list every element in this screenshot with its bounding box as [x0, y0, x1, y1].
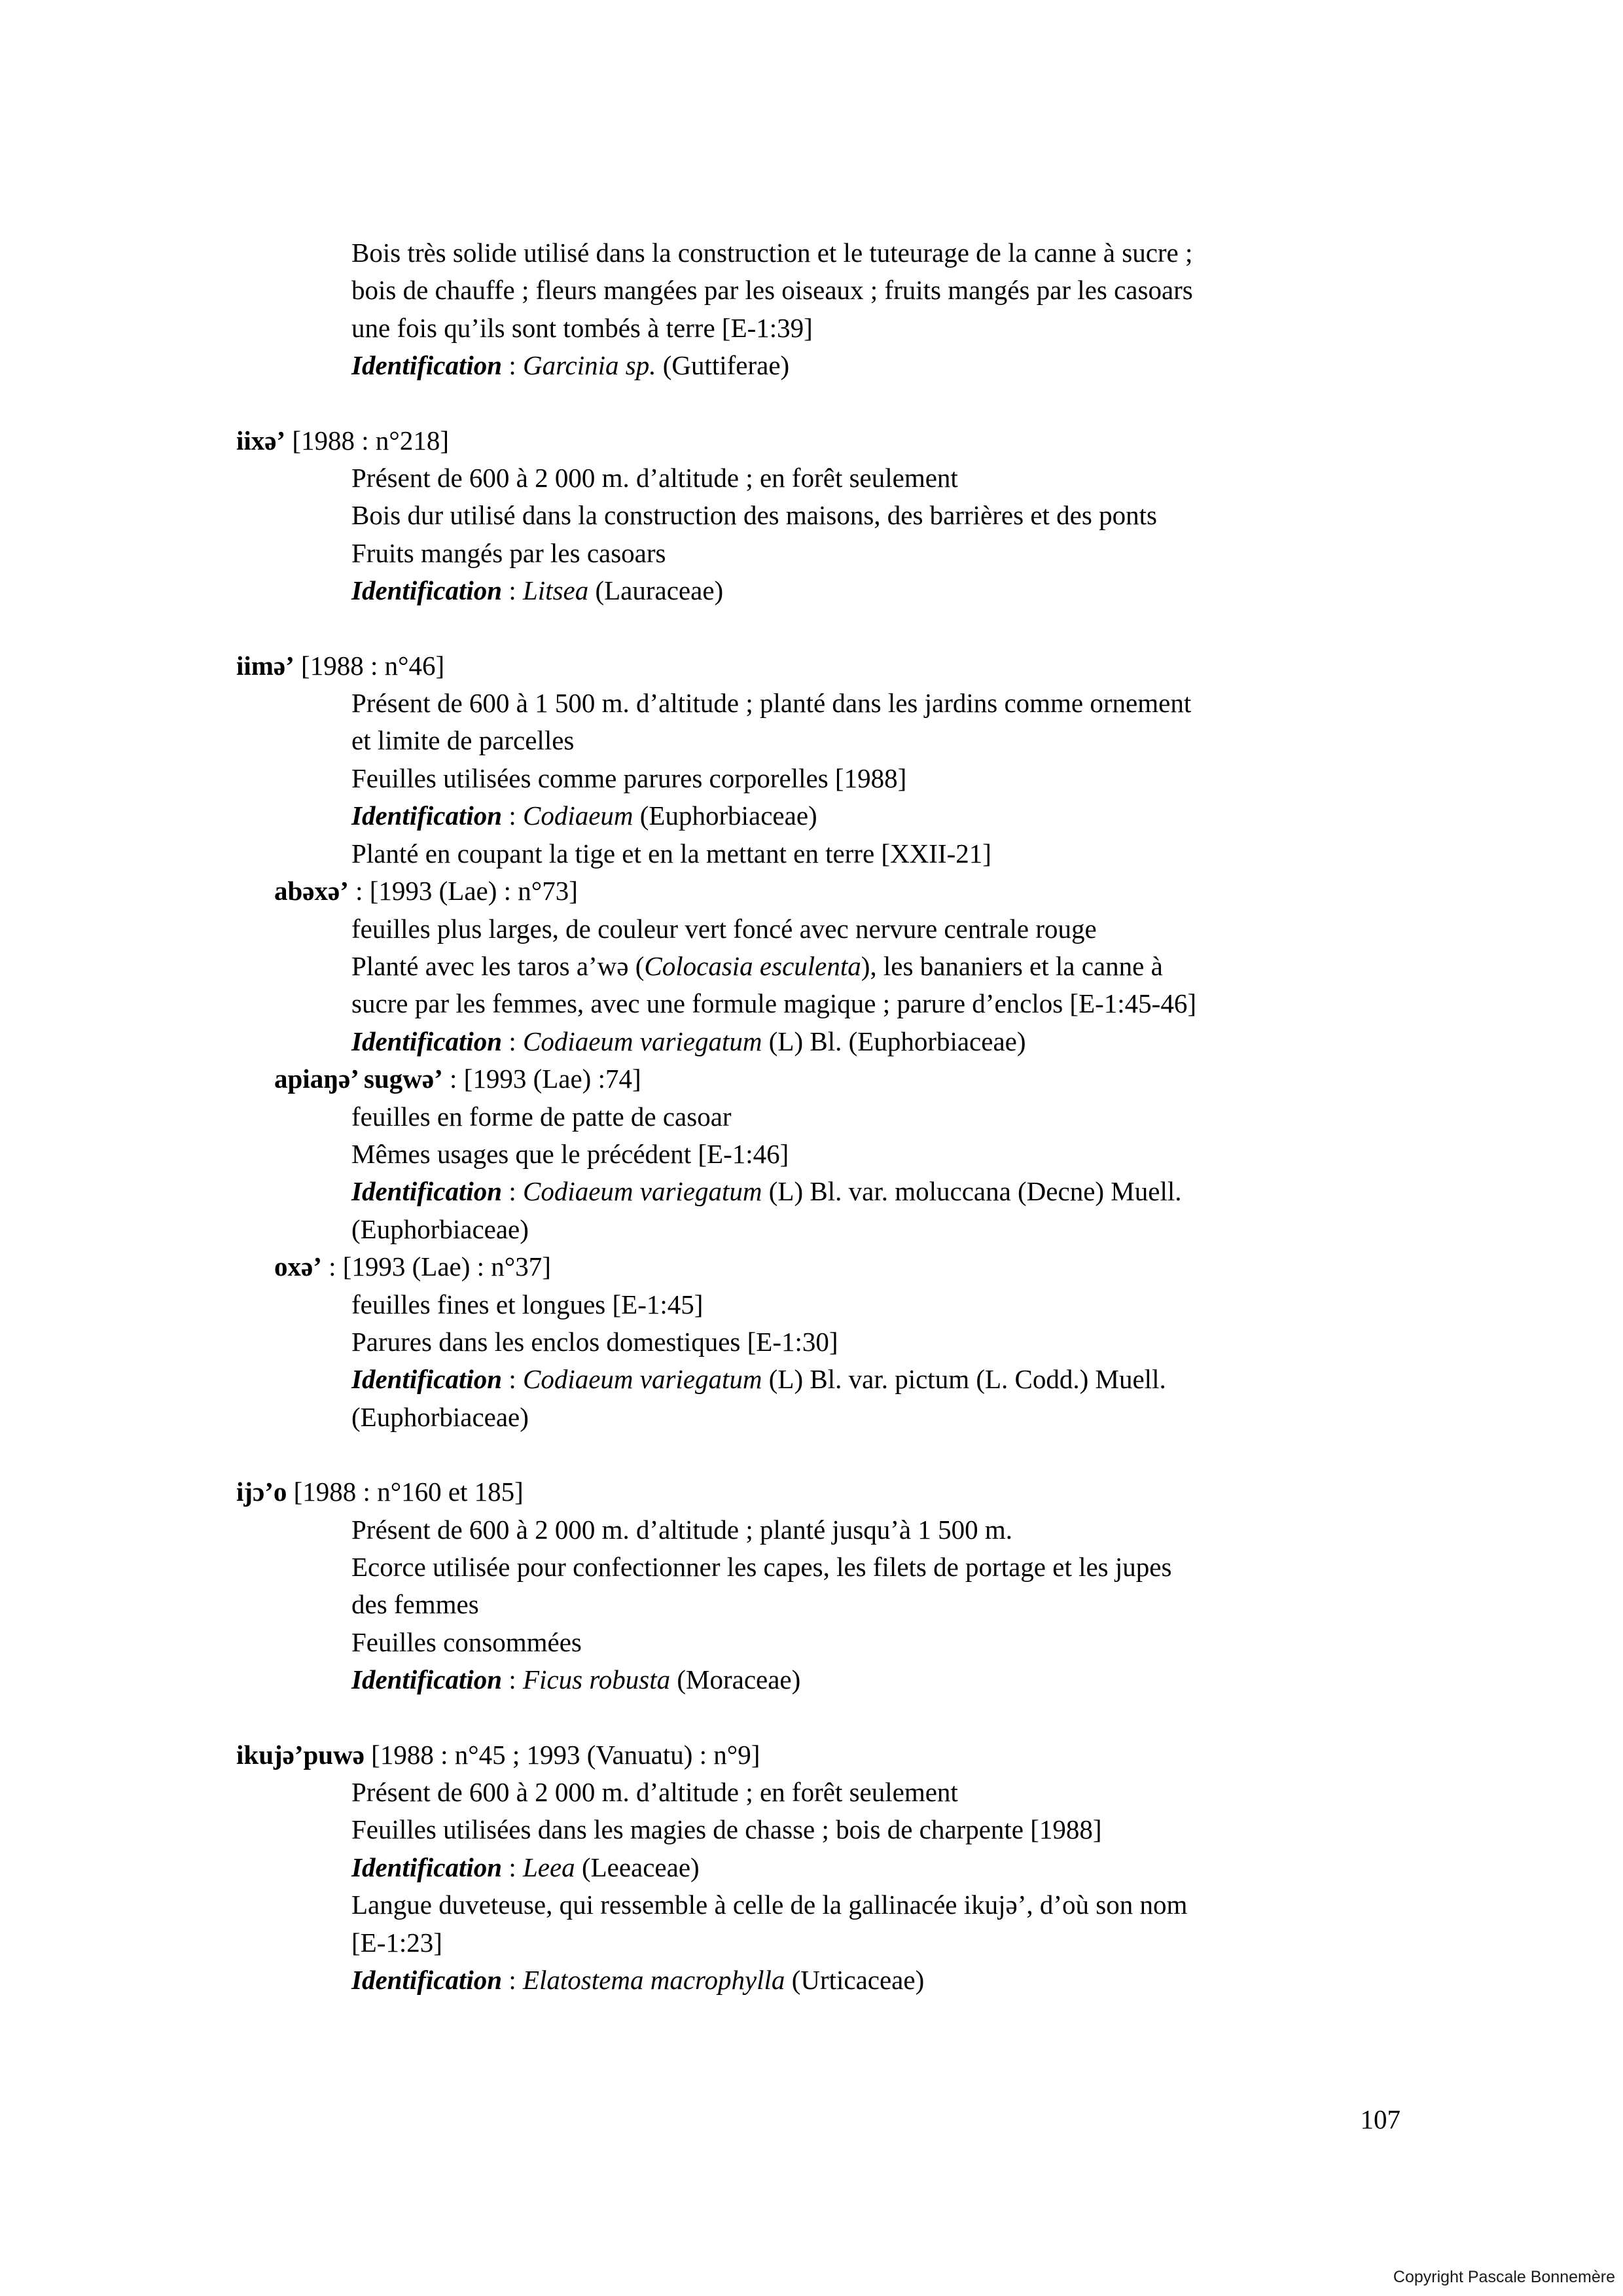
body-line: [0, 459, 1623, 497]
text-run: :: [502, 1965, 523, 1996]
body-line: [0, 1774, 1623, 1811]
text-run: Présent de 600 à 2 000 m. d’altitude ; planté jusqu’à 1 500 m.: [351, 1514, 1013, 1545]
body-line: [0, 797, 1623, 834]
body-line: [0, 1549, 1623, 1586]
text-run: Feuilles consommées: [351, 1626, 582, 1657]
species-name: Garcinia sp.: [522, 350, 656, 381]
text-run: Planté avec les taros a’wə (: [351, 950, 645, 981]
identification-label: Identification: [351, 1852, 503, 1882]
text-run: :: [502, 350, 523, 381]
body-line: [0, 1211, 1623, 1248]
text-run: : [1993 (Lae) :74]: [442, 1064, 641, 1094]
text-run: [E-1:23]: [351, 1927, 442, 1958]
headword: apiaŋə’ sugwə’: [274, 1064, 443, 1094]
body-line: [0, 948, 1623, 985]
body-line: [0, 685, 1623, 722]
headword: iimə’: [236, 650, 294, 681]
text-run: :: [502, 1852, 523, 1882]
page-number: 107: [1360, 2104, 1400, 2134]
body-line: [0, 310, 1623, 347]
body-line: [0, 1924, 1623, 1962]
text-run: Présent de 600 à 1 500 m. d’altitude ; planté dans les jardins comme ornement: [351, 688, 1192, 719]
text-run: (Guttiferae): [656, 350, 790, 381]
species-name: Leea: [522, 1852, 575, 1882]
text-run: (L) Bl. var. moluccana (Decne) Muell.: [762, 1176, 1182, 1207]
text-run: Langue duveteuse, qui ressemble à celle de la gallinacée ikujə’, d’où son nom: [351, 1890, 1188, 1920]
identification-label: Identification: [351, 1664, 503, 1695]
text-run: [1988 : n°45 ; 1993 (Vanuatu) : n°9]: [364, 1739, 760, 1770]
headword: abəxə’: [274, 876, 349, 906]
text-run: Bois très solide utilisé dans la construction et le tuteurage de la canne à sucre ;: [351, 238, 1193, 268]
identification-label: Identification: [351, 1965, 503, 1996]
body-line: [0, 535, 1623, 572]
body-line: [0, 1661, 1623, 1698]
body-line: [0, 1511, 1623, 1549]
body-line: [0, 910, 1623, 948]
species-name: Codiaeum variegatum: [522, 1364, 762, 1395]
text-run: des femmes: [351, 1589, 479, 1620]
body-line: [0, 1849, 1623, 1886]
body-line: [0, 1399, 1623, 1436]
species-name: Elatostema macrophylla: [522, 1965, 785, 1996]
headword: ikujə’puwə: [236, 1739, 365, 1770]
text-run: Feuilles utilisées comme parures corporelles [1988]: [351, 762, 907, 793]
text-run: (Euphorbiaceae): [633, 800, 817, 831]
body-line: [0, 347, 1623, 384]
text-run: :: [502, 1026, 523, 1056]
body-line: [0, 1323, 1623, 1361]
text-run: Parures dans les enclos domestiques [E-1:30]: [351, 1326, 838, 1357]
text-run: feuilles fines et longues [E-1:45]: [351, 1289, 704, 1319]
body-line: [0, 1286, 1623, 1323]
text-run: (L) Bl. var. pictum (L. Codd.) Muell.: [762, 1364, 1166, 1395]
body-line: [0, 272, 1623, 309]
body-line: [0, 1361, 1623, 1398]
identification-label: Identification: [351, 575, 503, 606]
body-line: [0, 1811, 1623, 1848]
text-run: (Moraceae): [670, 1664, 801, 1695]
body-line: [0, 234, 1623, 272]
body-line: [0, 1136, 1623, 1173]
text-run: :: [502, 575, 523, 606]
entry-headword-line: [0, 422, 1623, 459]
text-run: Présent de 600 à 2 000 m. d’altitude ; en forêt seulement: [351, 463, 958, 493]
copyright-notice: Copyright Pascale Bonnemère: [1393, 2268, 1615, 2286]
text-run: une fois qu’ils sont tombés à terre [E-1:39]: [351, 312, 813, 343]
subentry-headword-line: [0, 872, 1623, 910]
identification-label: Identification: [351, 800, 503, 831]
species-name: Litsea: [522, 575, 589, 606]
body-line: [0, 985, 1623, 1022]
body-line: [0, 1624, 1623, 1661]
species-name: Codiaeum variegatum: [522, 1176, 762, 1207]
text-run: (Euphorbiaceae): [351, 1401, 529, 1432]
entry-block: [0, 1736, 1623, 2000]
text-run: bois de chauffe ; fleurs mangées par les oiseaux ; fruits mangés par les casoars: [351, 275, 1193, 306]
species-name: Colocasia esculenta: [644, 950, 861, 981]
entry-block: [0, 647, 1623, 1437]
headword: iixə’: [236, 425, 286, 456]
body-line: [0, 1098, 1623, 1136]
text-run: Ecorce utilisée pour confectionner les capes, les filets de portage et les jupes: [351, 1552, 1172, 1582]
body-line: [0, 1586, 1623, 1623]
species-name: Codiaeum variegatum: [522, 1026, 762, 1056]
entry-headword-line: [0, 647, 1623, 685]
body-line: [0, 1173, 1623, 1210]
identification-label: Identification: [351, 1364, 503, 1395]
species-name: Ficus robusta: [522, 1664, 671, 1695]
body-line: [0, 572, 1623, 609]
text-run: Feuilles utilisées dans les magies de chasse ; bois de charpente [1988]: [351, 1814, 1102, 1845]
text-run: (Euphorbiaceae): [351, 1213, 529, 1244]
species-name: Codiaeum: [522, 800, 633, 831]
text-run: feuilles plus larges, de couleur vert foncé avec nervure centrale rouge: [351, 913, 1097, 944]
body-line: [0, 1962, 1623, 1999]
entry-block: [0, 422, 1623, 610]
identification-label: Identification: [351, 1176, 503, 1207]
text-run: Planté en coupant la tige et en la mettant en terre [XXII-21]: [351, 838, 991, 869]
identification-label: Identification: [351, 1026, 503, 1056]
headword: ijɔ’o: [236, 1477, 287, 1507]
body-line: [0, 722, 1623, 759]
text-run: (Urticaceae): [785, 1965, 925, 1996]
text-run: Mêmes usages que le précédent [E-1:46]: [351, 1138, 789, 1169]
text-run: ), les bananiers et la canne à: [861, 950, 1163, 981]
text-run: :: [502, 1176, 523, 1207]
entry-block: [0, 1473, 1623, 1698]
subentry-headword-line: [0, 1248, 1623, 1285]
body-line: [0, 497, 1623, 534]
text-run: sucre par les femmes, avec une formule magique ; parure d’enclos [E-1:45-46]: [351, 988, 1196, 1019]
text-run: [1988 : n°46]: [294, 650, 445, 681]
text-run: : [1993 (Lae) : n°73]: [348, 876, 578, 906]
subentry-headword-line: [0, 1060, 1623, 1098]
text-run: [1988 : n°218]: [285, 425, 449, 456]
text-run: et limite de parcelles: [351, 725, 575, 756]
text-run: feuilles en forme de patte de casoar: [351, 1101, 732, 1132]
text-run: Présent de 600 à 2 000 m. d’altitude ; en forêt seulement: [351, 1777, 958, 1808]
text-run: (L) Bl. (Euphorbiaceae): [762, 1026, 1026, 1056]
headword: oxə’: [274, 1251, 322, 1282]
body-line: [0, 835, 1623, 872]
text-run: :: [502, 800, 523, 831]
entry-headword-line: [0, 1473, 1623, 1511]
text-run: Fruits mangés par les casoars: [351, 537, 666, 568]
body-line: [0, 760, 1623, 797]
entry-block: [0, 234, 1623, 385]
text-run: :: [502, 1364, 523, 1395]
text-run: :: [502, 1664, 523, 1695]
text-run: Bois dur utilisé dans la construction des maisons, des barrières et des ponts: [351, 500, 1157, 531]
text-run: (Lauraceae): [588, 575, 724, 606]
body-line: [0, 1023, 1623, 1060]
text-run: (Leeaceae): [575, 1852, 700, 1882]
entry-headword-line: [0, 1736, 1623, 1774]
identification-label: Identification: [351, 350, 503, 381]
text-run: [1988 : n°160 et 185]: [287, 1477, 524, 1507]
body-line: [0, 1886, 1623, 1924]
text-run: : [1993 (Lae) : n°37]: [321, 1251, 551, 1282]
